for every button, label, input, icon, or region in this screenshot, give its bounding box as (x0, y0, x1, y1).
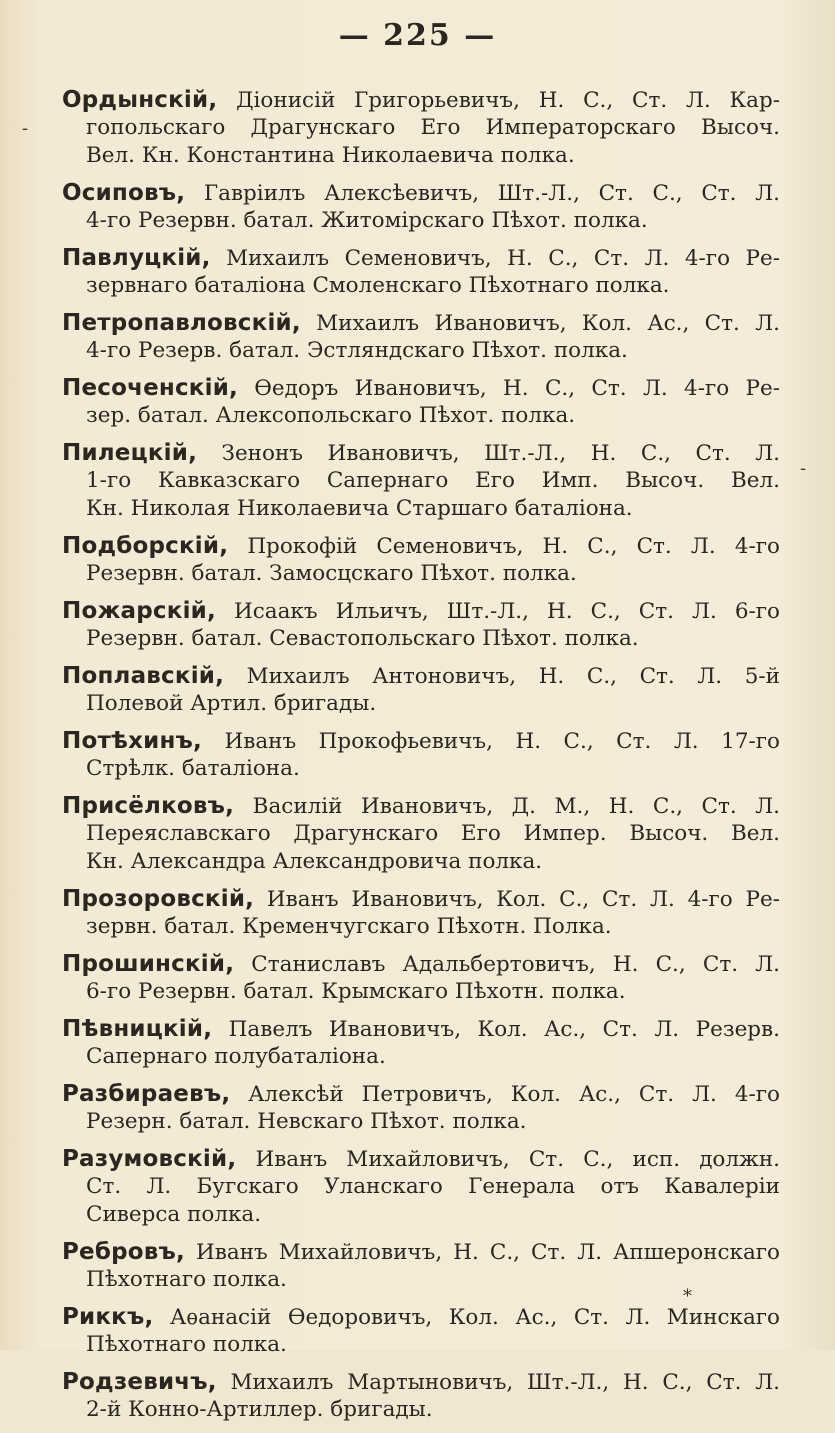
entry (62, 727, 780, 783)
entry-surname: Петропавловскій, (62, 310, 301, 336)
entry-surname: Прошинскій, (62, 951, 235, 977)
entry (62, 374, 780, 430)
entry-first-line (62, 1368, 780, 1396)
entry-continuation-line: Резервн. батал. Севастопольскаго Пѣхот. полка. (86, 626, 639, 651)
entry-continuation-line: Пѣхотнаго полка. (86, 1332, 287, 1357)
entry-first-line (62, 950, 780, 978)
entry (62, 792, 780, 876)
entry-first-line (62, 1015, 780, 1043)
entry-details: Гавріилъ Алексѣевичъ, Шт.-Л., Ст. С., Ст. Л. (203, 181, 780, 206)
entry-surname: Подборскій, (62, 533, 229, 559)
entry-surname: Песоченскій, (62, 375, 238, 401)
entry (62, 179, 780, 235)
entry-first-line (62, 662, 780, 690)
entry-continuation-line: 4-го Резерв. батал. Эстляндскаго Пѣхот. полка. (86, 338, 628, 363)
entry-details: Зенонъ Ивановичъ, Шт.-Л., Н. С., Ст. Л. (221, 441, 780, 466)
entry-first-line (62, 179, 780, 207)
entry-surname: Поплавскій, (62, 663, 225, 689)
entry-continuation-line: Кн. Николая Николаевича Старшаго баталіона. (86, 496, 633, 521)
entry-continuation-line: Кн. Александра Александровича полка. (86, 849, 543, 874)
entry-surname: Риккъ, (62, 1304, 154, 1330)
entry (62, 662, 780, 718)
entry-details: Василій Ивановичъ, Д. М., Н. С., Ст. Л. (252, 794, 780, 819)
entry-continuation-line: зервнаго баталіона Смоленскаго Пѣхотнаго полка. (86, 273, 670, 298)
entries-list (62, 86, 780, 1433)
entry (62, 439, 780, 523)
entry-first-line (62, 244, 780, 272)
entry-continuation-line: Сиверса полка. (86, 1202, 262, 1227)
entry-details: Иванъ Прокофьевичъ, Н. С., Ст. Л. 17-го (224, 729, 780, 754)
entry-continuation-line: Сапернаго полубаталіона. (86, 1044, 386, 1069)
entry-details: Алексѣй Петровичъ, Кол. Ас., Ст. Л. 4-го (248, 1082, 780, 1107)
entry-continuation-line: 1-го Кавказскаго Сапернаго Его Имп. Высоч. Вел. (86, 468, 780, 493)
entry (62, 597, 780, 653)
entry-first-line (62, 309, 780, 337)
entry-first-line (62, 1303, 780, 1331)
entry-continuation-line: Пѣхотнаго полка. (86, 1267, 287, 1292)
entry-first-line (62, 1080, 780, 1108)
entry-continuation-line: Вел. Кн. Константина Николаевича полка. (86, 143, 575, 168)
entry-details: Діонисій Григорьевичъ, Н. С., Ст. Л. Кар- (236, 88, 780, 113)
entry-first-line (62, 1145, 780, 1173)
entry-surname: Разумовскій, (62, 1146, 237, 1172)
entry-first-line (62, 532, 780, 560)
entry (62, 1303, 780, 1359)
entry-surname: Родзевичъ, (62, 1369, 217, 1395)
entry-details: Михаилъ Семеновичъ, Н. С., Ст. Л. 4-го Ре- (226, 246, 780, 271)
entry-surname: Прозоровскій, (62, 886, 255, 912)
entry-continuation-line: зер. батал. Алексопольскаго Пѣхот. полка. (86, 403, 576, 428)
entry-surname: Присёлковъ, (62, 793, 235, 819)
entry-details: Иванъ Михайловичъ, Н. С., Ст. Л. Апшеронскаго (196, 1240, 780, 1265)
entry-first-line (62, 374, 780, 402)
entry-continuation-line: Резервн. батал. Замосцскаго Пѣхот. полка. (86, 561, 577, 586)
entry (62, 885, 780, 941)
entry-details: Михаилъ Ивановичъ, Кол. Ас., Ст. Л. (316, 311, 780, 336)
entry-continuation-line: Стрѣлк. баталіона. (86, 756, 300, 781)
entry-surname: Пилецкій, (62, 440, 198, 466)
entry (62, 86, 780, 170)
entry-details: Аѳанасій Ѳедоровичъ, Кол. Ас., Ст. Л. Минскаго (169, 1305, 780, 1330)
entry (62, 1145, 780, 1229)
entry-surname: Павлуцкій, (62, 245, 211, 271)
entry-surname: Потѣхинъ, (62, 728, 202, 754)
entry-first-line (62, 439, 780, 467)
entry (62, 950, 780, 1006)
entry-first-line (62, 792, 780, 820)
entry-details: Ѳедоръ Ивановичъ, Н. С., Ст. Л. 4-го Ре- (254, 376, 780, 401)
entry-details: Прокофій Семеновичъ, Н. С., Ст. Л. 4-го (247, 534, 780, 559)
entry-continuation-line: гопольскаго Драгунскаго Его Императорскаго Высоч. (86, 115, 780, 140)
entry-details: Павелъ Ивановичъ, Кол. Ас., Ст. Л. Резерв. (228, 1017, 780, 1042)
entry-surname: Ордынскій, (62, 87, 218, 113)
entry-details: Михаилъ Антоновичъ, Н. С., Ст. Л. 5-й (246, 664, 780, 689)
entry (62, 1015, 780, 1071)
entry-first-line (62, 727, 780, 755)
entry-surname: Пожарскій, (62, 598, 216, 624)
entry-continuation-line: Полевой Артил. бригады. (86, 691, 377, 716)
entry-continuation-line: 4-го Резервн. батал. Житомірскаго Пѣхот. полка. (86, 208, 648, 233)
entry-continuation-line: 2-й Конно-Артиллер. бригады. (86, 1397, 433, 1422)
entry-continuation-line: Резерн. батал. Невскаго Пѣхот. полка. (86, 1109, 527, 1134)
entry-first-line (62, 597, 780, 625)
entry-details: Михаилъ Мартыновичъ, Шт.-Л., Н. С., Ст. Л. (230, 1370, 780, 1395)
entry-surname: Пѣвницкій, (62, 1016, 213, 1042)
entry-details: Иванъ Ивановичъ, Кол. С., Ст. Л. 4-го Ре- (266, 887, 780, 912)
entry-details: Иванъ Михайловичъ, Ст. С., исп. должн. (255, 1147, 780, 1172)
entry (62, 1080, 780, 1136)
margin-dash-mark-right: - (800, 458, 807, 479)
entry (62, 244, 780, 300)
margin-dash-mark: - (22, 118, 29, 139)
entry-details: Станиславъ Адальбертовичъ, Н. С., Ст. Л. (251, 952, 780, 977)
asterisk-mark: * (683, 1286, 692, 1307)
entry-first-line (62, 885, 780, 913)
entry-surname: Осиповъ, (62, 180, 186, 206)
entry-continuation-line: зервн. батал. Кременчугскаго Пѣхотн. Полка. (86, 914, 612, 939)
entry-first-line (62, 1238, 780, 1266)
entry-continuation-line: Переяславскаго Драгунскаго Его Импер. Высоч. Вел. (86, 821, 780, 846)
entry (62, 1238, 780, 1294)
entry-surname: Ребровъ, (62, 1239, 185, 1265)
entry-continuation-line: Ст. Л. Бугскаго Уланскаго Генерала отъ Кавалеріи (86, 1174, 780, 1199)
entry (62, 309, 780, 365)
entry-surname: Разбираевъ, (62, 1081, 231, 1107)
page-number: — 225 — (338, 18, 497, 53)
entry-continuation-line: 6-го Резервн. батал. Крымскаго Пѣхотн. полка. (86, 979, 626, 1004)
entry (62, 532, 780, 588)
entry (62, 1368, 780, 1424)
entry-details: Исаакъ Ильичъ, Шт.-Л., Н. С., Ст. Л. 6-го (233, 599, 780, 624)
entry-first-line (62, 86, 780, 114)
